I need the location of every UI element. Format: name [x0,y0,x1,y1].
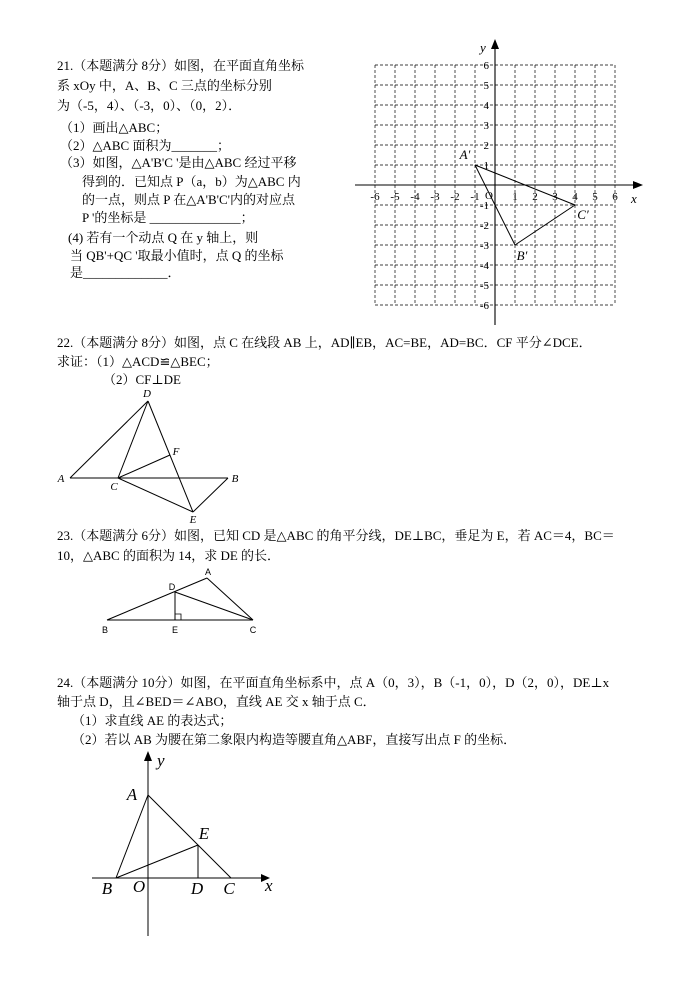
y-tick-label: 3 [483,120,489,132]
problem-22-figure [50,384,250,528]
segment-ad [70,401,148,478]
segment-eb [193,478,228,512]
x-tick-label: -4 [410,191,420,203]
problem-21-line: 为（-5，4）、（-3，0）、（0，2）． [57,98,242,113]
y-tick-label: -6 [479,300,489,312]
segment-ac [207,578,253,620]
origin-label: O [485,190,493,202]
point-label-e: E [189,514,197,526]
y-axis-label: y [480,40,486,55]
problem-21-part-3-line: 得到的．已知点 P（a，b）为△ABC 内 [82,174,301,189]
segment-ab [116,795,148,878]
y-tick-label: 1 [483,160,489,172]
y-axis-arrow [144,751,152,761]
point-label-c: C [110,481,118,493]
point-label-c: C [223,879,235,898]
tick-labels [370,60,618,312]
problem-24-part-2: （2）若以 AB 为腰在第二象限内构造等腰直角△ABF，直接写出点 F 的坐标． [72,732,517,747]
point-label-f: F [172,446,180,458]
point-label-d: D [168,582,176,592]
point-label-d: D [190,879,204,898]
problem-21-part-4: (4) 若有一个动点 Q 在 y 轴上，则 [68,230,259,245]
segment-dc [175,592,253,620]
y-tick-label: -5 [479,280,489,292]
problem-21-line: 21.（本题满分 8分）如图，在平面直角坐标 [57,58,305,73]
problem-21-line: 系 xOy 中，A、B、C 三点的坐标分别 [57,78,272,93]
problem-22-statement: 22.（本题满分 8分）如图，点 C 在线段 AB 上，AD∥EB，AC=BE，AD=BC．CF 平分∠DCE． [57,335,592,350]
y-tick-label: -2 [479,220,489,232]
y-tick-label: -4 [479,260,489,272]
x-tick-label: 5 [592,191,598,203]
x-axis-arrow [633,181,643,189]
segment-be [116,845,198,878]
x-tick-label: -5 [390,191,400,203]
x-tick-label: 4 [572,191,578,203]
x-axis-label: x [631,191,637,206]
x-tick-label: 2 [532,191,538,203]
point-label-a: A [126,785,138,804]
problem-22-prove-part-1: 求证：（1）△ACD≌△BEC； [57,354,219,369]
point-label-c: C [249,625,257,635]
coordinate-grid-figure [350,36,650,330]
point-label-b: B [101,625,109,635]
y-tick-label: 5 [483,80,489,92]
point-label-d: D [143,388,151,400]
x-tick-label: 3 [552,191,558,203]
y-tick-label: -1 [479,200,489,212]
problem-21-part-3-line: 的一点，则点 P 在△A'B'C'内的对应点 [82,192,296,207]
origin-label: O [132,877,146,896]
segment-de [148,401,193,512]
y-axis-arrow [491,39,499,49]
segment-ac [148,795,231,878]
triangle-a-prime-b-prime-c-prime [459,147,589,263]
y-tick-label: -3 [479,240,489,252]
problem-22-prove-part-2: （2）CF⊥DE [103,372,181,387]
x-axis-label: x [265,876,273,895]
problem-24-figure [85,748,280,940]
x-tick-label: -6 [370,191,380,203]
x-tick-label: 1 [512,191,518,203]
point-label-b: B [101,879,113,898]
x-tick-label: -1 [470,191,480,203]
problem-24-statement: 24.（本题满分 10分）如图，在平面直角坐标系中，点 A（0，3），B（-1，0），D（2，0），DE⊥x [57,675,610,690]
vertex-label: B′ [516,248,528,263]
point-label-a: A [204,567,212,577]
problem-21-part-2: （2）△ABC 面积为_______； [60,138,230,153]
problem-23-statement: 10，△ABC 的面积为 14，求 DE 的长． [57,548,281,563]
problem-24-part-1: （1）求直线 AE 的表达式； [72,713,233,728]
problem-21-part-4-answer-blank: 是_____________． [70,265,181,280]
point-label-b: B [231,473,239,485]
x-tick-label: 6 [612,191,618,203]
vertex-label: A′ [459,147,471,162]
y-tick-label: 6 [483,60,489,72]
x-tick-label: -2 [450,191,460,203]
problem-21-part-4-line: 当 QB'+QC '取最小值时，点 Q 的坐标 [70,248,284,263]
problem-23-figure [95,566,265,638]
vertex-label: C′ [577,207,589,222]
problem-23-statement: 23.（本题满分 6分）如图，已知 CD 是△ABC 的角平分线，DE⊥BC，垂足为 E，若 AC＝4，BC＝ [57,528,615,543]
segment-ba [107,578,207,620]
axes [355,39,643,325]
point-label-e: E [198,824,210,843]
x-tick-label: -3 [430,191,440,203]
point-label-e: E [171,625,179,635]
problem-21-part-1: （1）画出△ABC； [60,120,169,135]
problem-21-part-3-answer-blank: P '的坐标是 ______________； [82,210,254,225]
y-tick-label: 4 [483,100,489,112]
y-tick-label: 2 [483,140,489,152]
problem-21-part-3: （3）如图，△A'B'C '是由△ABC 经过平移 [60,155,297,170]
problem-24-statement: 轴于点 D，且∠BED＝∠ABO，直线 AE 交 x 轴于点 C． [57,694,376,709]
point-label-a: A [57,473,65,485]
right-angle-mark [175,614,181,620]
y-axis-label: y [157,751,165,770]
